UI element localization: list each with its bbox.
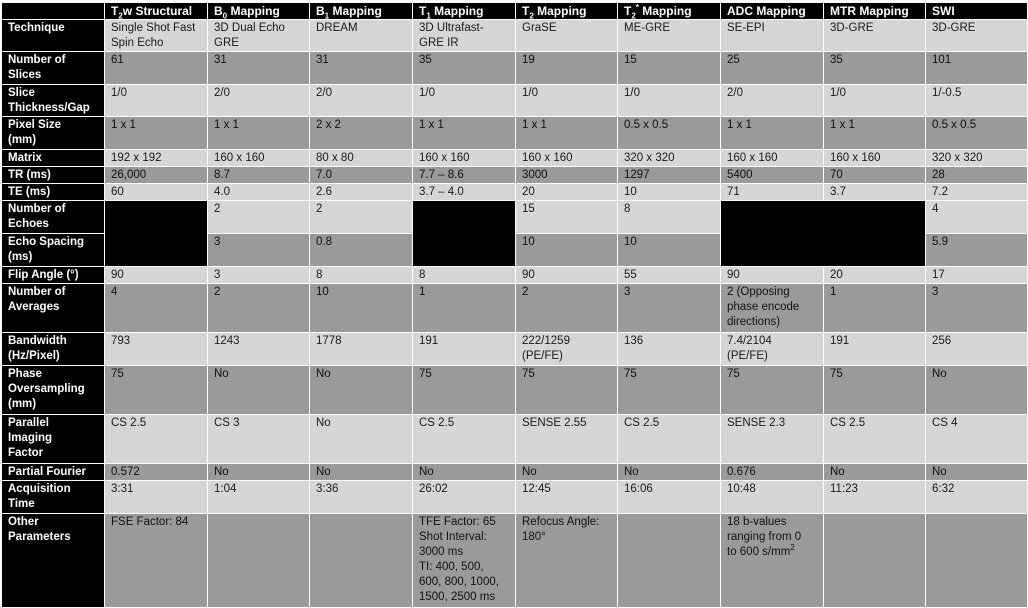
table-cell: 11:23 (824, 481, 926, 514)
table-cell: 3D-GRE (926, 20, 1028, 52)
table-cell (208, 514, 310, 608)
table-cell: 2 (208, 284, 310, 333)
table-cell: 3.7 (824, 184, 926, 201)
table-row (2, 201, 1028, 234)
empty-cell (721, 201, 926, 267)
table-cell: 160 x 160 (516, 150, 618, 167)
table-cell: No (208, 366, 310, 415)
table-cell: 16:06 (618, 481, 721, 514)
table-cell: FSE Factor: 84 (105, 514, 208, 608)
table-cell: 8 (310, 267, 413, 284)
table-cell: GraSE (516, 20, 618, 52)
table-cell: No (824, 464, 926, 481)
row-header: TE (ms) (2, 184, 105, 201)
table-cell: 1/0 (413, 85, 516, 117)
table-cell: 256 (926, 333, 1028, 366)
table-cell: No (310, 415, 413, 464)
table-cell: 320 x 320 (926, 150, 1028, 167)
table-cell: No (413, 464, 516, 481)
table-cell: CS 2.5 (105, 415, 208, 464)
table-cell: CS 2.5 (824, 415, 926, 464)
table-cell: 160 x 160 (208, 150, 310, 167)
table-cell: 3:31 (105, 481, 208, 514)
table-cell: 19 (516, 52, 618, 85)
table-cell (310, 514, 413, 608)
column-header: $B_1$ Mapping (310, 3, 413, 20)
table-cell: 0.572 (105, 464, 208, 481)
table-cell: 1 x 1 (413, 117, 516, 150)
table-cell: 7.0 (310, 167, 413, 184)
table-row (2, 150, 1028, 167)
table-cell: 75 (721, 366, 824, 415)
table-cell: No (926, 366, 1028, 415)
table-cell: DREAM (310, 20, 413, 52)
table-cell: 2 (516, 284, 618, 333)
table-cell: 31 (208, 52, 310, 85)
table-cell: 1 x 1 (721, 117, 824, 150)
row-header: Matrix (2, 150, 105, 167)
empty-cell (413, 201, 516, 267)
table-cell: 3000 (516, 167, 618, 184)
row-header: Acquisition Time (2, 481, 105, 514)
table-cell: 7.7 – 8.6 (413, 167, 516, 184)
table-cell (721, 514, 824, 608)
table-cell: 1 x 1 (105, 117, 208, 150)
row-header: Technique (2, 20, 105, 52)
row-header: Slice Thickness/Gap (2, 85, 105, 117)
table-cell: 160 x 160 (721, 150, 824, 167)
table-cell: No (926, 464, 1028, 481)
table-cell: 7.4/2104 (PE/FE) (721, 333, 824, 366)
column-header: $T_1$ Mapping (413, 3, 516, 20)
table-cell: 3 (208, 267, 310, 284)
row-header: Other Parameters (2, 514, 105, 608)
table-cell: 35 (824, 52, 926, 85)
table-cell: 2.6 (310, 184, 413, 201)
table-row (2, 20, 1028, 52)
table-cell (926, 514, 1028, 608)
column-header: ADC Mapping (721, 3, 824, 20)
table-cell: 2 x 2 (310, 117, 413, 150)
table-cell: 3D Ultrafast- GRE IR (413, 20, 516, 52)
table-cell: 1 (413, 284, 516, 333)
row-header: Partial Fourier (2, 464, 105, 481)
table-cell: CS 4 (926, 415, 1028, 464)
mri-parameters-table (1, 2, 1028, 608)
table-cell: SE-EPI (721, 20, 824, 52)
column-header: $T_2$ Mapping (516, 3, 618, 20)
table-cell: 10 (310, 284, 413, 333)
table-cell: 191 (824, 333, 926, 366)
table-cell: No (310, 366, 413, 415)
table-cell: CS 2.5 (413, 415, 516, 464)
table-cell: 3D-GRE (824, 20, 926, 52)
table-cell: 26:02 (413, 481, 516, 514)
table-cell: 4 (926, 201, 1028, 234)
table-cell: 1/0 (618, 85, 721, 117)
table-row (2, 481, 1028, 514)
table-cell: 3 (926, 284, 1028, 333)
table-cell: 10 (516, 234, 618, 267)
table-cell: 0.5 x 0.5 (926, 117, 1028, 150)
table-cell: 15 (516, 201, 618, 234)
table-cell: 71 (721, 184, 824, 201)
header-corner (2, 3, 105, 20)
table-cell: 20 (824, 267, 926, 284)
table-cell: 75 (824, 366, 926, 415)
table-cell: 793 (105, 333, 208, 366)
table-cell: No (208, 464, 310, 481)
column-header: $T_2w$ Structural (105, 3, 208, 20)
table-cell: 3D Dual Echo GRE (208, 20, 310, 52)
row-header: Flip Angle (°) (2, 267, 105, 284)
table-row (2, 284, 1028, 333)
table-cell: 3 (618, 284, 721, 333)
table-cell: 1/0 (824, 85, 926, 117)
table-cell: 25 (721, 52, 824, 85)
table-cell (618, 514, 721, 608)
table-cell: 6:32 (926, 481, 1028, 514)
table-cell: Refocus Angle: 180° (516, 514, 618, 608)
column-header: SWI (926, 3, 1028, 20)
table-cell: 10 (618, 184, 721, 201)
table-cell: SENSE 2.3 (721, 415, 824, 464)
table-cell: ME-GRE (618, 20, 721, 52)
table-cell: Single Shot Fast Spin Echo (105, 20, 208, 52)
table-cell: 5.9 (926, 234, 1028, 267)
table-cell: 60 (105, 184, 208, 201)
row-header: Number of Echoes (2, 201, 105, 234)
table-cell: 75 (516, 366, 618, 415)
row-header: Bandwidth (Hz/Pixel) (2, 333, 105, 366)
row-header: Parallel Imaging Factor (2, 415, 105, 464)
table-row (2, 514, 1028, 608)
table-cell: 101 (926, 52, 1028, 85)
table-cell: TFE Factor: 65 Shot Interval: 3000 ms TI: 400, 500, 600, 800, 1000, 1500, 2500 ms (413, 514, 516, 608)
table-cell: 1243 (208, 333, 310, 366)
column-header: MTR Mapping (824, 3, 926, 20)
row-header: Phase Oversampling (mm) (2, 366, 105, 415)
row-header: Pixel Size (mm) (2, 117, 105, 150)
row-header: TR (ms) (2, 167, 105, 184)
table-cell: 75 (618, 366, 721, 415)
table-cell: 3:36 (310, 481, 413, 514)
table-row (2, 85, 1028, 117)
table-cell: 160 x 160 (413, 150, 516, 167)
table-cell: 136 (618, 333, 721, 366)
table-cell: 26,000 (105, 167, 208, 184)
table-cell: 192 x 192 (105, 150, 208, 167)
table-cell: 4 (105, 284, 208, 333)
table-cell: 4.0 (208, 184, 310, 201)
table-row (2, 415, 1028, 464)
table-row (2, 167, 1028, 184)
table-cell: 1 (824, 284, 926, 333)
row-header: Echo Spacing (ms) (2, 234, 105, 267)
table-cell: CS 3 (208, 415, 310, 464)
table-cell: 3.7 – 4.0 (413, 184, 516, 201)
table-row (2, 464, 1028, 481)
table-cell: 10:48 (721, 481, 824, 514)
table-cell: 28 (926, 167, 1028, 184)
table-cell: 222/1259 (PE/FE) (516, 333, 618, 366)
table-cell: 2 (Opposing phase encode directions) (721, 284, 824, 333)
table-cell: 2 (208, 201, 310, 234)
table-cell: 80 x 80 (310, 150, 413, 167)
table-cell: 8.7 (208, 167, 310, 184)
table-row (2, 267, 1028, 284)
table-cell: 12:45 (516, 481, 618, 514)
table-cell: 8 (618, 201, 721, 234)
table-cell: 35 (413, 52, 516, 85)
table-cell: No (310, 464, 413, 481)
empty-cell (105, 201, 208, 267)
table-cell: 2 (310, 201, 413, 234)
table-row (2, 333, 1028, 366)
table-cell: 31 (310, 52, 413, 85)
table-cell: 75 (413, 366, 516, 415)
table-cell: 1:04 (208, 481, 310, 514)
row-header: Number of Slices (2, 52, 105, 85)
table-cell: No (516, 464, 618, 481)
table-cell: 55 (618, 267, 721, 284)
header-row (2, 3, 1028, 20)
table-row (2, 366, 1028, 415)
table-cell: 90 (721, 267, 824, 284)
table-cell: 8 (413, 267, 516, 284)
table-cell: 61 (105, 52, 208, 85)
table-cell: 0.676 (721, 464, 824, 481)
column-header: $B_0$ Mapping (208, 3, 310, 20)
table-cell: 20 (516, 184, 618, 201)
table-cell: 1 x 1 (208, 117, 310, 150)
table-cell: 1/0 (105, 85, 208, 117)
table-cell: 1 x 1 (824, 117, 926, 150)
table-row (2, 117, 1028, 150)
table-cell: 90 (516, 267, 618, 284)
table-cell: 17 (926, 267, 1028, 284)
table-cell: No (618, 464, 721, 481)
table-cell: 320 x 320 (618, 150, 721, 167)
table-cell: 2/0 (208, 85, 310, 117)
table-cell: 3 (208, 234, 310, 267)
table-cell: 90 (105, 267, 208, 284)
table-cell: 1778 (310, 333, 413, 366)
table-cell: SENSE 2.55 (516, 415, 618, 464)
table-cell: 1/0 (516, 85, 618, 117)
table-cell: 2/0 (310, 85, 413, 117)
table-cell: 7.2 (926, 184, 1028, 201)
table-row (2, 184, 1028, 201)
table-cell: 1 x 1 (516, 117, 618, 150)
table-cell: 1/-0.5 (926, 85, 1028, 117)
table-cell: 70 (824, 167, 926, 184)
table-row (2, 52, 1028, 85)
table-cell: 191 (413, 333, 516, 366)
table-cell: CS 2.5 (618, 415, 721, 464)
table-cell: 0.8 (310, 234, 413, 267)
table-cell (824, 514, 926, 608)
table-cell: 0.5 x 0.5 (618, 117, 721, 150)
unit-exponent: 2 (790, 543, 795, 553)
column-header: $T_2^*$ Mapping (618, 3, 721, 20)
table-cell: 2/0 (721, 85, 824, 117)
adc-other-text: 18 b-values ranging from 0 to 600 s/mm (727, 516, 802, 558)
table-cell: 1297 (618, 167, 721, 184)
table-cell: 15 (618, 52, 721, 85)
table-cell: 75 (105, 366, 208, 415)
table-cell: 5400 (721, 167, 824, 184)
table-cell: 10 (618, 234, 721, 267)
table-cell: 160 x 160 (824, 150, 926, 167)
row-header: Number of Averages (2, 284, 105, 333)
